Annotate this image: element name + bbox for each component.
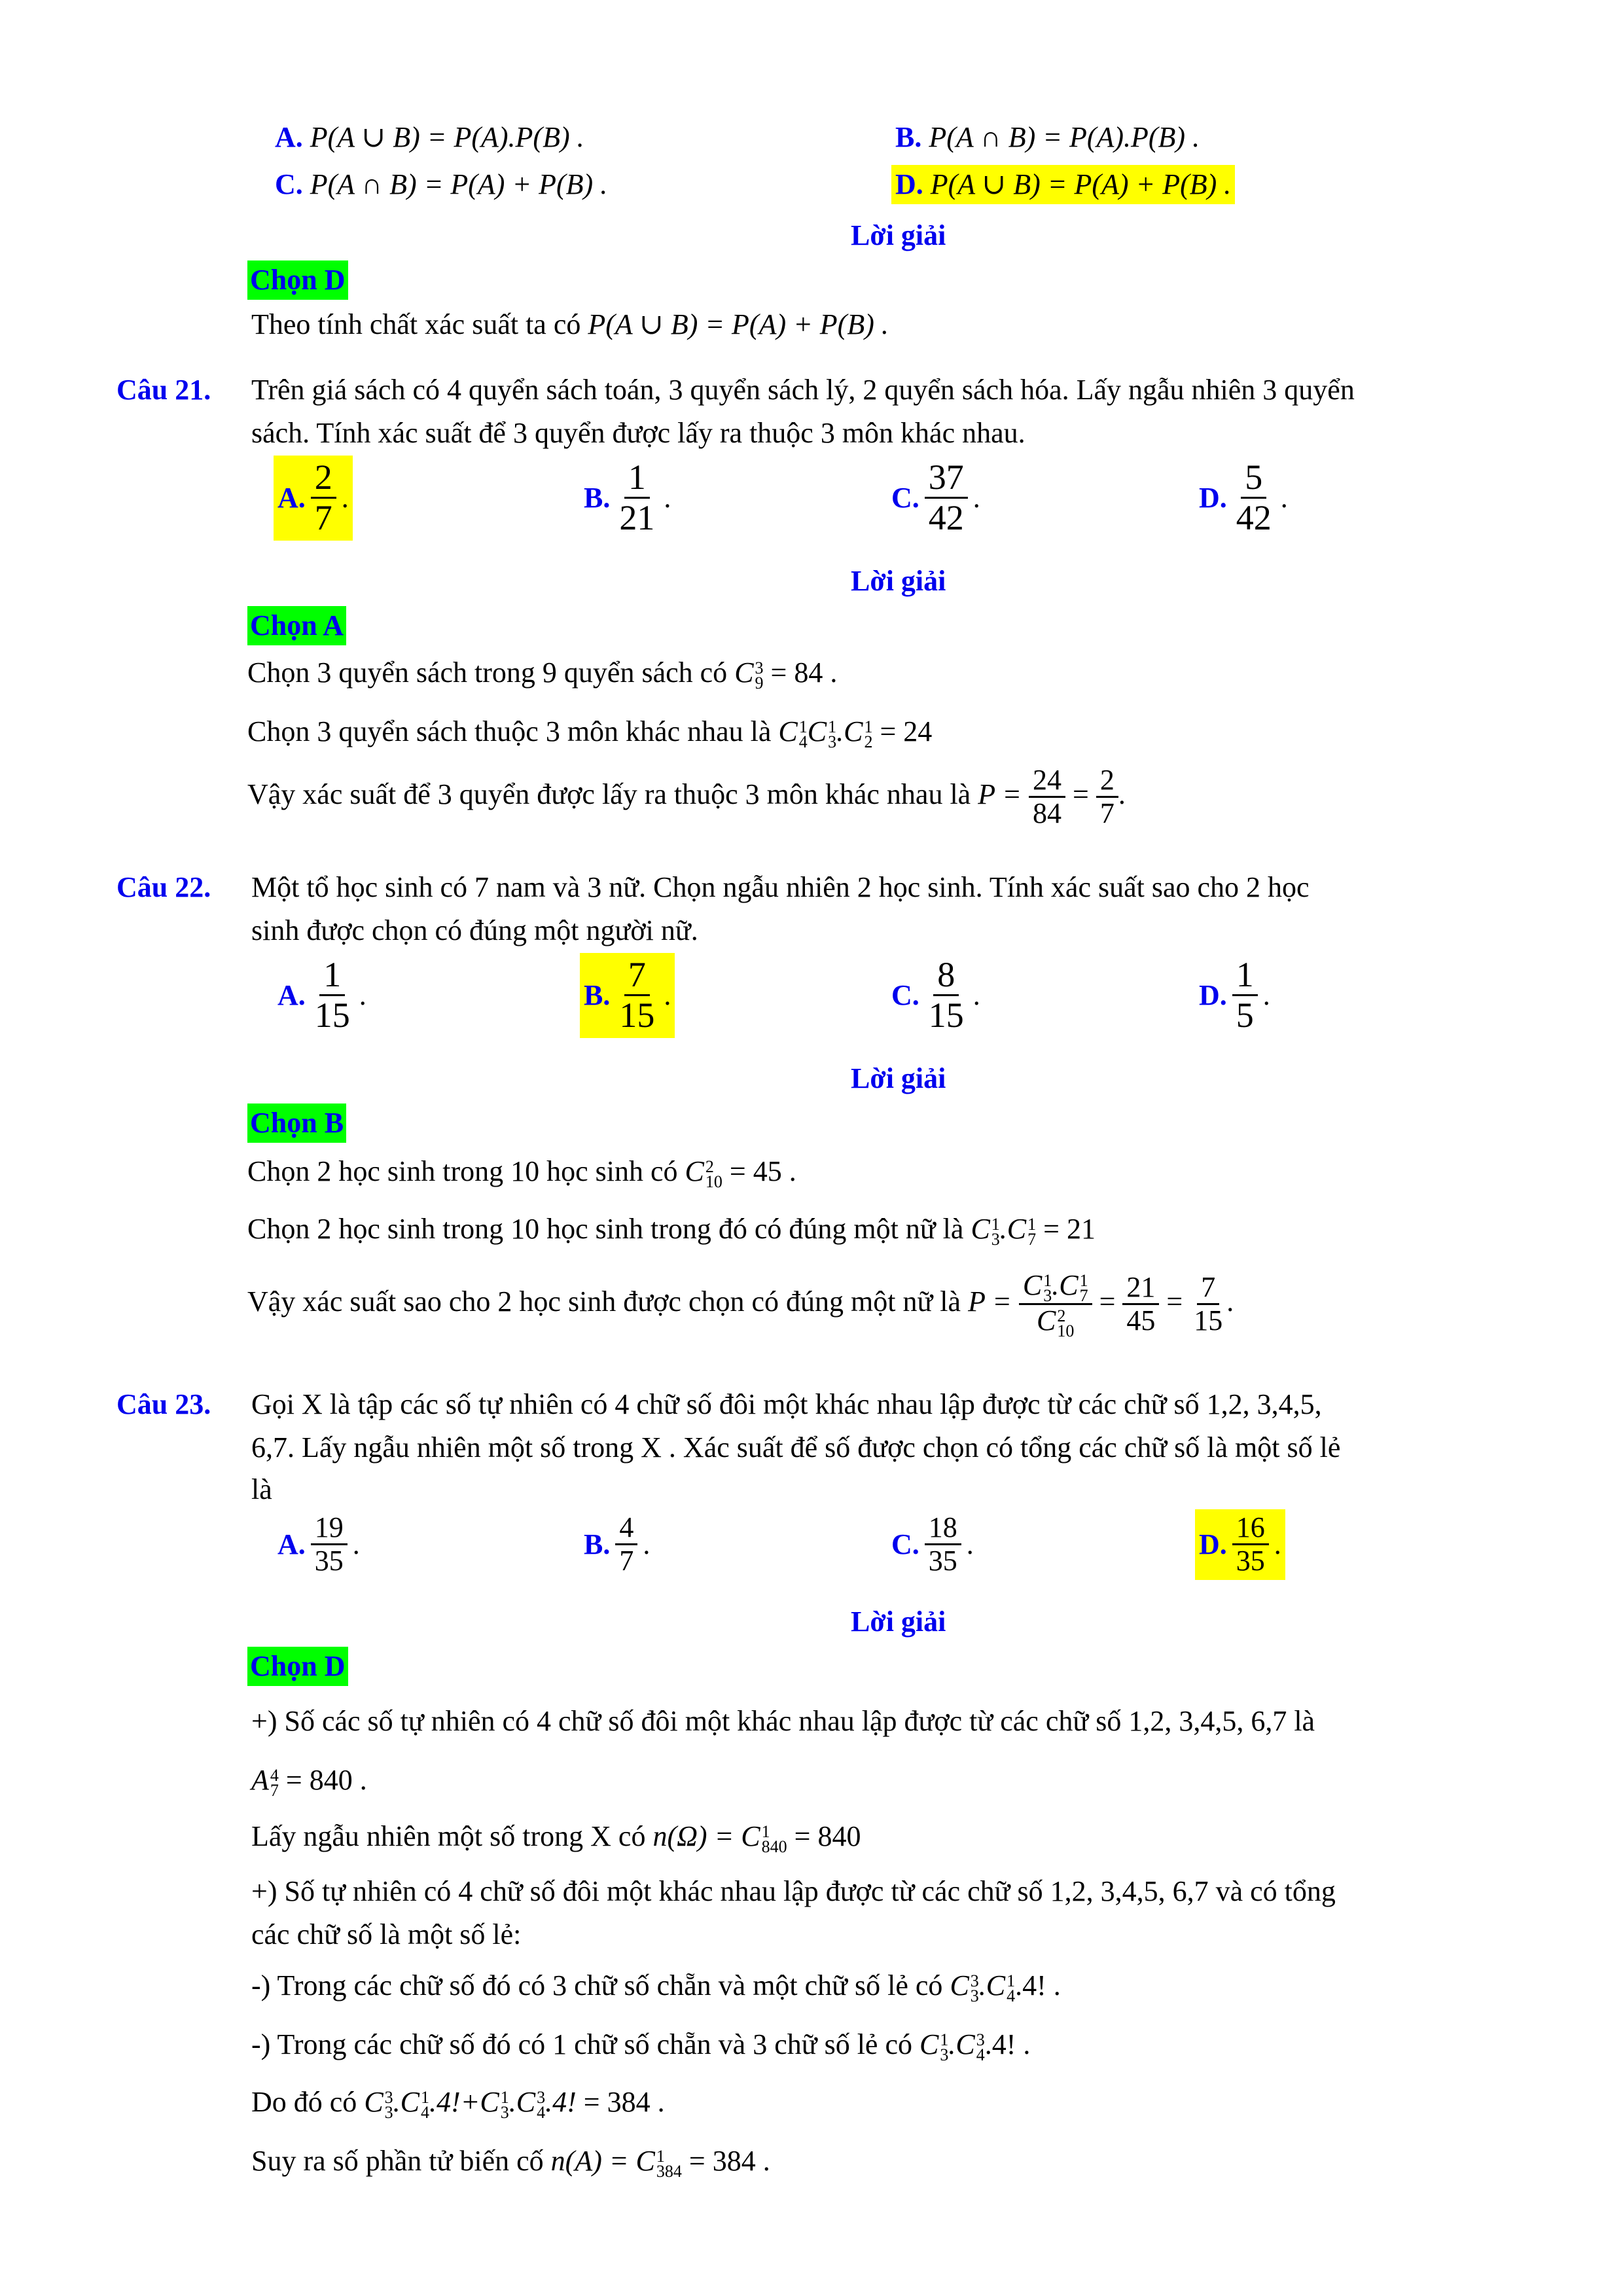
fraction: $\frac{4}{7}$ xyxy=(615,1512,637,1577)
q21-text-line1: Trên giá sách có 4 quyển sách toán, 3 quyển sách lý, 2 quyển sách hóa. Lấy ngẫu nhiên 3 quyển xyxy=(251,374,1355,406)
q22-chon: Chọn B xyxy=(247,1103,346,1143)
q22-text-line2: sinh được chọn có đúng một người nữ. xyxy=(251,914,698,946)
q22-sol-line1: Chọn 2 học sinh trong 10 học sinh có C 2 10 = 45 . xyxy=(247,1155,796,1191)
fraction: $\frac{24}{84}$ xyxy=(1029,764,1065,830)
q23-sol-line5: -) Trong các chữ số đó có 1 chữ số chẵn và 3 chữ số lẻ có C 1 3 .C 3 4 .4! . xyxy=(251,2028,1031,2064)
q23-sol-line3: +) Số tự nhiên có 4 chữ số đôi một khác nhau lập được từ các chữ số 1,2, 3,4,5, 6,7 và có tổng xyxy=(251,1875,1336,1907)
q20-option-a: A. P(A ∪ B) = P(A).P(B) . xyxy=(275,121,584,153)
fraction: $\frac{2}{7}$ xyxy=(1096,764,1118,830)
fraction: $\frac{8}{15}$ xyxy=(928,955,964,1035)
q22-option-c: C. $\frac{8}{15}$ . xyxy=(891,955,980,1035)
q21-option-b: B. $\frac{1}{21}$ . xyxy=(584,457,671,538)
q21-sol-line3: Vậy xác suất để 3 quyển được lấy ra thuộc 3 môn khác nhau là P = $\frac{24}{84}$ = $\frac{2}{7}$ . xyxy=(247,764,1126,830)
q23-sol-line1: +) Số các số tự nhiên có 4 chữ số đôi một khác nhau lập được từ các chữ số 1,2, 3,4,5, 6,7 là xyxy=(251,1705,1315,1737)
q20-option-c: C. P(A ∩ B) = P(A) + P(B) . xyxy=(275,168,608,200)
q23-loi-giai: Lời giải xyxy=(851,1605,946,1638)
q21-option-a-answer: A. $\frac{2}{7}$ . xyxy=(274,456,353,541)
q21-sol-line1: Chọn 3 quyển sách trong 9 quyển sách có C 3 9 = 84 . xyxy=(247,656,838,692)
q22-option-a: A. $\frac{1}{15}$ . xyxy=(277,955,366,1035)
fraction: $\frac{7}{15}$ xyxy=(1194,1270,1223,1337)
q23-option-d-answer: D. $\frac{16}{35}$ . xyxy=(1195,1509,1285,1580)
fraction: $\frac{2}{7}$ xyxy=(311,458,336,538)
q22-loi-giai: Lời giải xyxy=(851,1062,946,1094)
q21-label: Câu 21. xyxy=(116,374,211,406)
fraction: $\frac{18}{35}$ xyxy=(925,1512,961,1577)
q21-text-line2: sách. Tính xác suất để 3 quyển được lấy ra thuộc 3 môn khác nhau. xyxy=(251,417,1026,449)
q21-sol-line2: Chọn 3 quyển sách thuộc 3 môn khác nhau là C 1 4 C 1 3 .C 1 2 = 24 xyxy=(247,715,933,751)
q23-sol-line6: Do đó có C 3 3 .C 1 4 .4!+C 1 3 .C 3 4 .4! = 384 . xyxy=(251,2086,665,2122)
q22-label: Câu 22. xyxy=(116,871,211,903)
q23-label: Câu 23. xyxy=(116,1388,211,1420)
fraction: $\frac{19}{35}$ xyxy=(311,1512,348,1577)
q23-sol-line4: -) Trong các chữ số đó có 3 chữ số chẵn và một chữ số lẻ có C 3 3 .C 1 4 .4! . xyxy=(251,1969,1061,2005)
q20-solution: Theo tính chất xác suất ta có P(A ∪ B) = P(A) + P(B) . xyxy=(251,308,889,340)
q23-sol-line3b: các chữ số là một số lẻ: xyxy=(251,1918,522,1950)
fraction: $\frac{37}{42}$ xyxy=(925,458,968,538)
q23-text-line2: 6,7. Lấy ngẫu nhiên một số trong X . Xác suất để số được chọn có tổng các chữ số là một số lẻ xyxy=(251,1431,1341,1463)
q22-sol-line2: Chọn 2 học sinh trong 10 học sinh trong đó có đúng một nữ là C 1 3 .C 1 7 = 21 xyxy=(247,1213,1096,1249)
q23-option-c: C. $\frac{18}{35}$ . xyxy=(891,1511,974,1577)
q22-text-line1: Một tổ học sinh có 7 nam và 3 nữ. Chọn ngẫu nhiên 2 học sinh. Tính xác suất sao cho 2 học xyxy=(251,871,1310,903)
fraction: $\frac{1}{5}$ xyxy=(1232,956,1258,1035)
fraction: $\frac{1}{15}$ xyxy=(314,955,350,1035)
fraction: $\frac{7}{15}$ xyxy=(619,955,655,1035)
q23-option-a: A. $\frac{19}{35}$ . xyxy=(277,1511,360,1577)
q21-option-c: C. $\frac{37}{42}$ . xyxy=(891,457,980,538)
q21-loi-giai: Lời giải xyxy=(851,565,946,597)
q22-sol-line3: Vậy xác suất sao cho 2 học sinh được chọn có đúng một nữ là P = C 1 3 .C 1 7 C 2 10 = $\frac{21}{45}$ = $\frac{7}{15}$ . xyxy=(247,1269,1234,1341)
q20-option-b: B. P(A ∩ B) = P(A).P(B) . xyxy=(895,121,1200,153)
fraction: $\frac{16}{35}$ xyxy=(1232,1512,1269,1577)
q23-sol-line2: Lấy ngẫu nhiên một số trong X có n(Ω) = C 1 840 = 840 xyxy=(251,1820,861,1856)
q23-option-b: B. $\frac{4}{7}$ . xyxy=(584,1511,651,1577)
fraction: C 1 3 .C 1 7 C 2 10 xyxy=(1019,1270,1092,1339)
fraction: $\frac{5}{42}$ xyxy=(1236,457,1272,538)
fraction: $\frac{1}{21}$ xyxy=(619,457,655,538)
q23-sol-line1b: A 4 7 = 840 . xyxy=(251,1764,367,1800)
q20-option-d-answer: D. P(A ∪ B) = P(A) + P(B) . xyxy=(891,165,1235,204)
q23-text-line3: là xyxy=(251,1473,272,1505)
q20-chon: Chọn D xyxy=(247,260,348,300)
q22-option-b-answer: B. $\frac{7}{15}$ . xyxy=(580,953,675,1038)
q23-chon: Chọn D xyxy=(247,1647,348,1686)
q21-chon: Chọn A xyxy=(247,606,346,645)
q21-option-d: D. $\frac{5}{42}$ . xyxy=(1199,457,1288,538)
q22-option-d: D. $\frac{1}{5}$ . xyxy=(1199,955,1270,1035)
q23-sol-line7: Suy ra số phần tử biến cố n(A) = C 1 384 = 384 . xyxy=(251,2145,770,2181)
q23-text-line1: Gọi X là tập các số tự nhiên có 4 chữ số đôi một khác nhau lập được từ các chữ số 1,2, 3,4,5, xyxy=(251,1388,1322,1420)
q20-loi-giai: Lời giải xyxy=(851,219,946,251)
fraction: $\frac{21}{45}$ xyxy=(1122,1272,1159,1337)
